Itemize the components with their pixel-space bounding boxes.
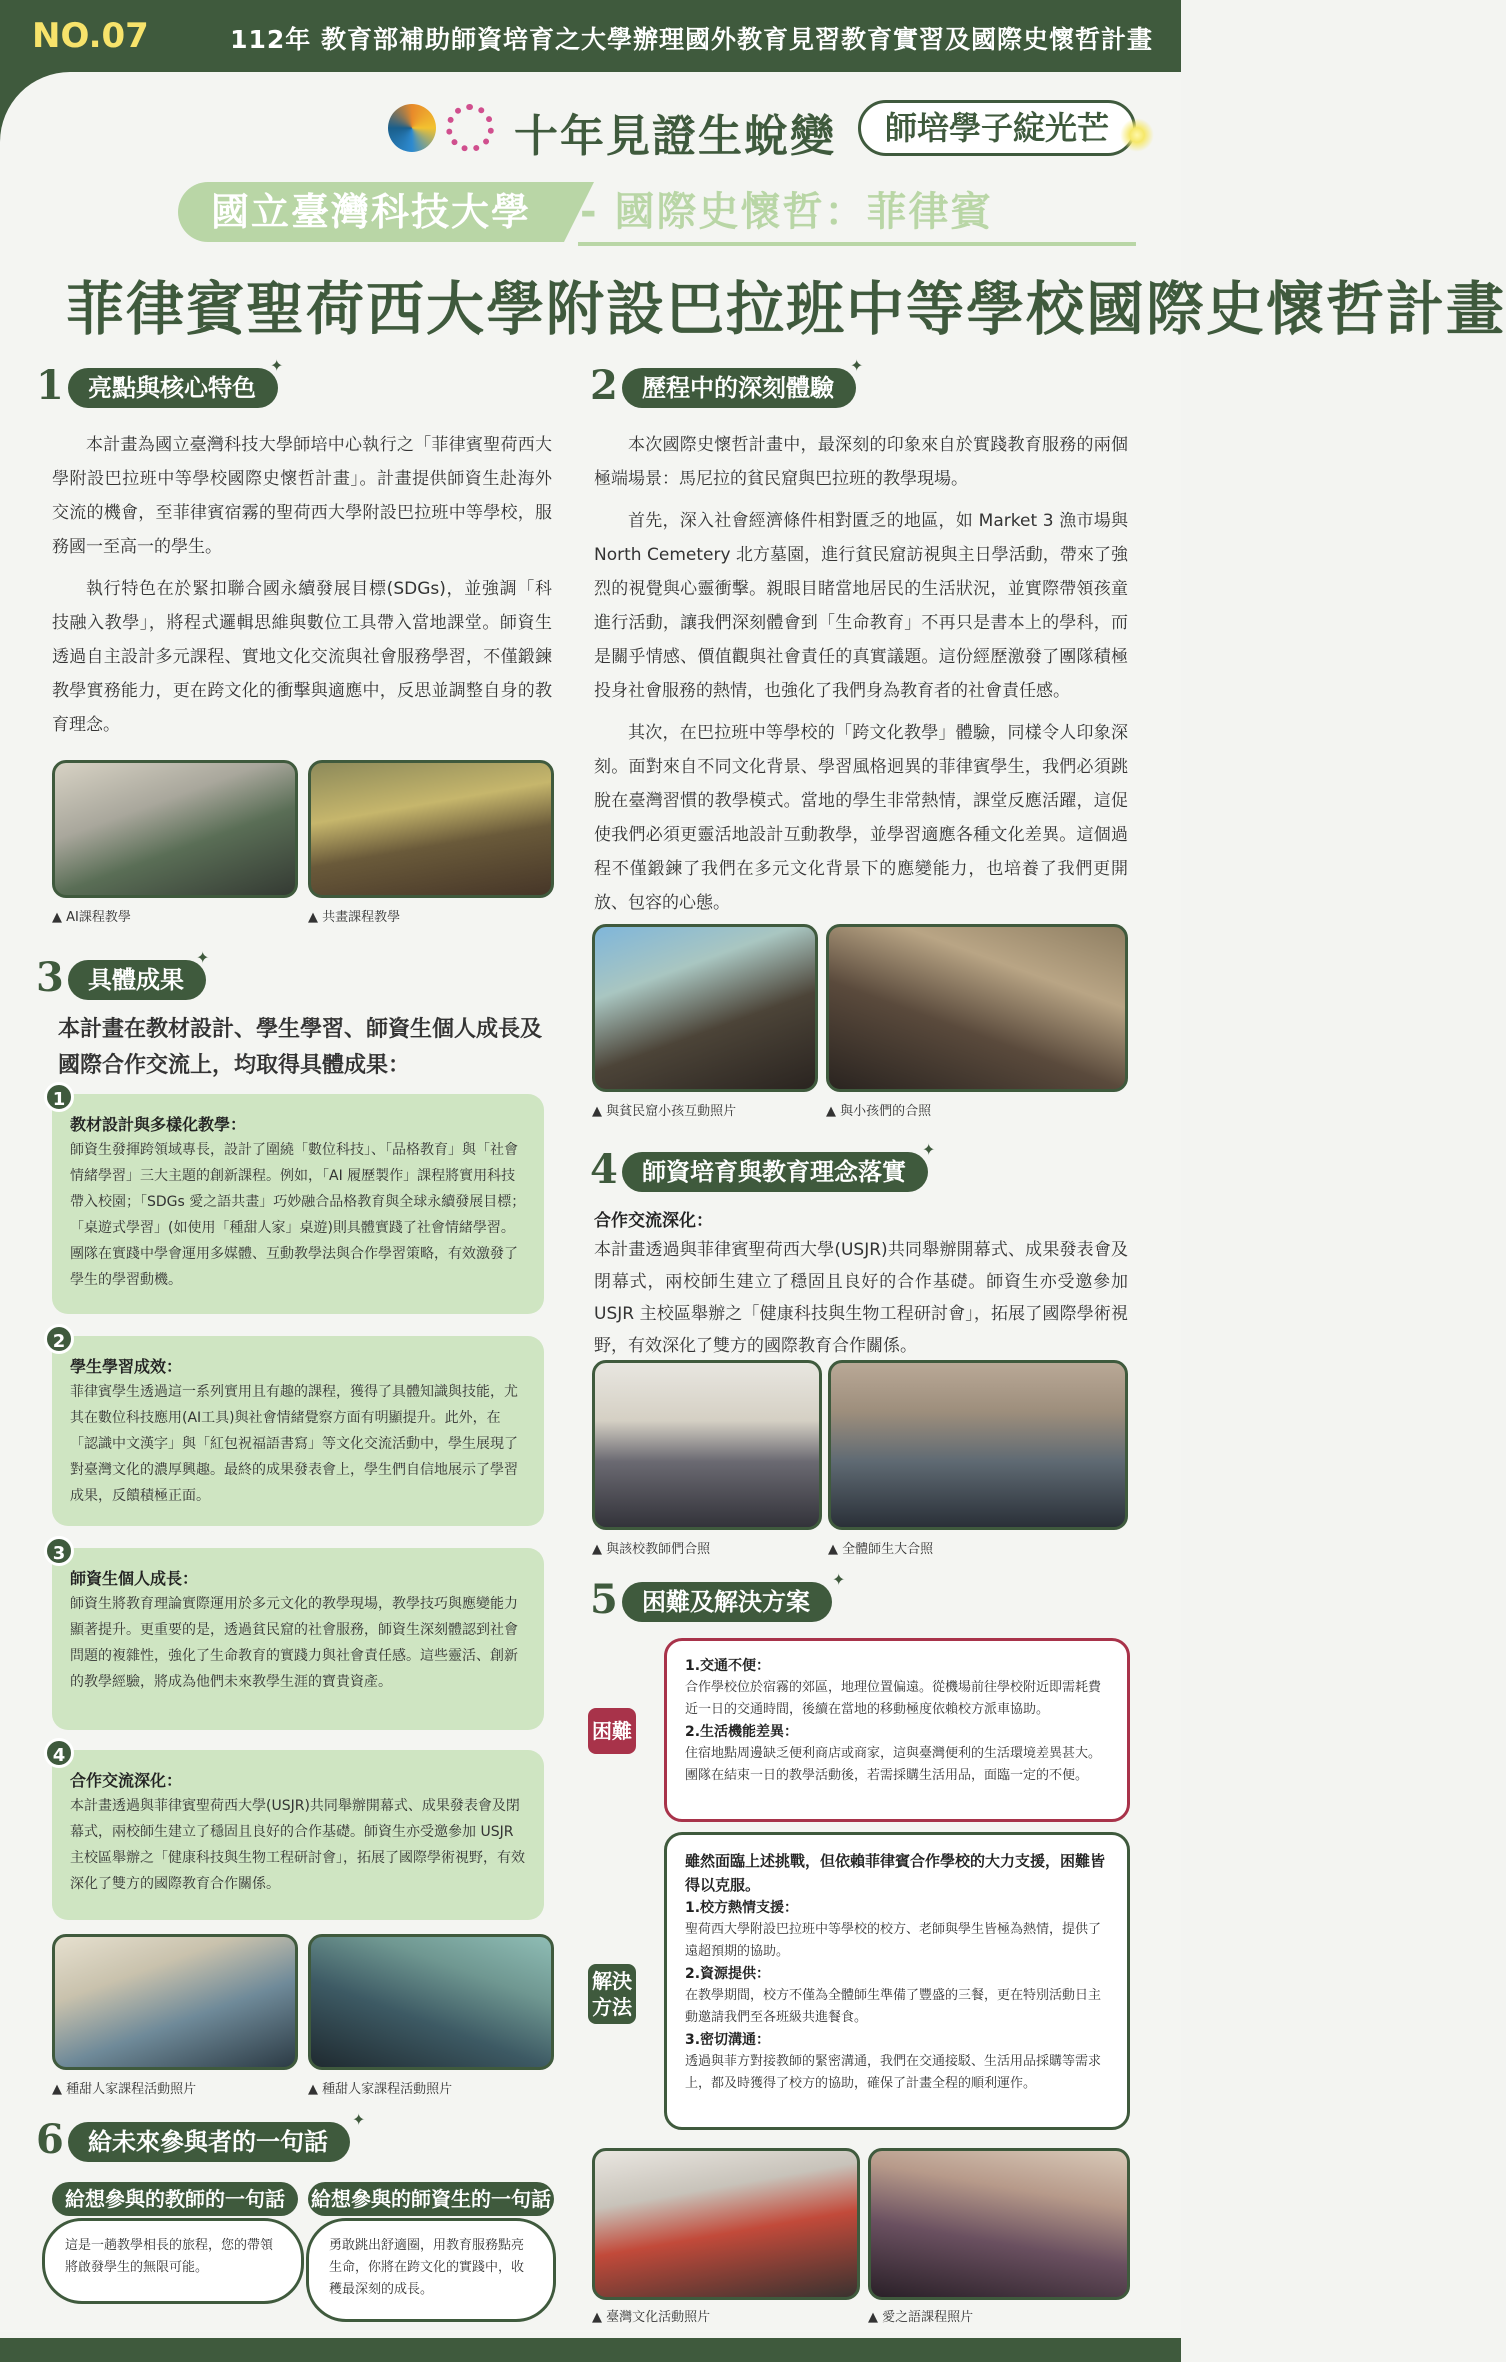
- photo-caption: ▲ 與小孩們的合照: [826, 1104, 932, 1119]
- solution-tag: 解決方法: [588, 1964, 636, 2024]
- student-message-heading: 給想參與的師資生的一句話: [308, 2182, 554, 2216]
- card-number: 2: [44, 1324, 74, 1354]
- section-label: 困難及解決方案: [622, 1582, 832, 1622]
- photo-caption: ▲ AI課程教學: [52, 910, 131, 925]
- section-4-subtitle: 合作交流深化：: [594, 1211, 713, 1231]
- photo-boardgame-1: [52, 1934, 298, 2070]
- program-subtitle: - 國際史懷哲：菲律賓: [580, 189, 993, 235]
- photo-culture-activity: [592, 2148, 860, 2300]
- subtitle-underline: [578, 242, 1136, 246]
- flower-logo-icon: [446, 104, 494, 152]
- section-number: 6: [36, 2116, 64, 2163]
- slogan: 十年見證生蛻變: [514, 111, 836, 162]
- card-number: 4: [44, 1738, 74, 1768]
- section-number: 5: [590, 1576, 618, 1623]
- sparkle-icon: ✦: [922, 1140, 936, 1159]
- difficulty-title: 1.交通不便：: [685, 1658, 771, 1674]
- card-title: 師資生個人成長：: [70, 1569, 199, 1588]
- result-card: [52, 1331, 544, 1526]
- section-number: 3: [36, 954, 64, 1001]
- issue-number: NO.07: [32, 16, 149, 56]
- result-card: [52, 1543, 544, 1730]
- card-number: 1: [44, 1082, 74, 1112]
- program-title: 112年 教育部補助師資培育之大學辦理國外教育見習教育實習及國際史懷哲計畫: [230, 25, 1153, 54]
- results-intro: 本計畫在教材設計、學生學習、師資生個人成長及國際合作交流上，均取得具體成果：: [58, 1017, 543, 1078]
- sparkle-icon: ✦: [196, 948, 210, 967]
- section-number: 4: [590, 1146, 618, 1193]
- section-1-text: [52, 428, 552, 742]
- section-label: 師資培育與教育理念落實: [622, 1152, 928, 1192]
- section-label: 歷程中的深刻體驗: [622, 368, 856, 408]
- photo-caption: ▲ 種甜人家課程活動照片: [308, 2082, 453, 2097]
- section-2-text: [594, 428, 1128, 920]
- photo-group-children: [826, 924, 1128, 1092]
- section-number: 1: [36, 362, 64, 409]
- card-body: 師資生發揮跨領域專長，設計了圍繞「數位科技」、「品格教育」與「社會情緒學習」三大主題的創新課程。例如，「AI 履歷製作」課程將實用科技帶入校園；「SDGs 愛之語共畫」巧妙融合品格教育與全球永續發展目標；「桌遊式學習」(如使用「種甜人家」桌遊)則具體實踐了社會情緒學習。團隊在實踐中學會運用多媒體、互動教學法與合作學習策略，有效激發了學生的學習動機。: [70, 1142, 526, 1288]
- difficulty-box: [664, 1638, 1130, 1822]
- photo-caption: ▲ 與貧民窟小孩互動照片: [592, 1104, 737, 1119]
- result-card: [52, 1089, 544, 1314]
- photo-caption: ▲ 共畫課程教學: [308, 910, 401, 925]
- paragraph: 其次，在巴拉班中等學校的「跨文化教學」體驗，同樣令人印象深刻。面對來自不同文化背景、學習風格迥異的菲律賓學生，我們必須跳脫在臺灣習慣的教學模式。當地的學生非常熱情，課堂反應活躍，這促使我們必須更靈活地設計互動教學，並學習適應各種文化差異。這個過程不僅鍛鍊了我們在多元文化背景下的應變能力，也培養了我們更開放、包容的心態。: [594, 723, 1128, 913]
- paragraph: 本次國際史懷哲計畫中，最深刻的印象來自於實踐教育服務的兩個極端場景：馬尼拉的貧民窟與巴拉班的教學現場。: [594, 435, 1128, 489]
- card-body: 師資生將教育理論實際運用於多元文化的教學現場，教學技巧與應變能力顯著提升。更重要的是，透過貧民窟的社會服務，師資生深刻體認到社會問題的複雜性，強化了生命教育的實踐力與社會責任感。這些靈活、創新的教學經驗，將成為他們未來教學生涯的寶貴資產。: [70, 1596, 518, 1690]
- solution-text: 在教學期間，校方不僅為全體師生準備了豐盛的三餐，更在特別活動日主動邀請我們至各班級共進餐食。: [685, 1988, 1102, 2025]
- solution-box: [664, 1832, 1130, 2130]
- photo-boardgame-2: [308, 1934, 554, 2070]
- solution-intro: 雖然面臨上述挑戰，但依賴菲律賓合作學校的大力支援，困難皆得以克服。: [685, 1852, 1106, 1894]
- result-card: [52, 1745, 544, 1920]
- photo-all-group: [828, 1360, 1128, 1530]
- photo-slum-children: [592, 924, 818, 1092]
- photo-drawing-class: [308, 760, 554, 898]
- solution-title: 2.資源提供：: [685, 1966, 771, 1982]
- solution-text: 透過與菲方對接教師的緊密溝通，我們在交通接駁、生活用品採購等需求上，都及時獲得了校方的協助，確保了計畫全程的順利運作。: [685, 2054, 1102, 2091]
- photo-caption: ▲ 愛之語課程照片: [868, 2310, 974, 2325]
- card-title: 學生學習成效：: [70, 1357, 183, 1376]
- difficulty-text: 合作學校位於宿霧的郊區，地理位置偏遠。從機場前往學校附近即需耗費近一日的交通時間，後續在當地的移動極度依賴校方派車協助。: [685, 1680, 1102, 1717]
- card-body: 本計畫透過與菲律賓聖荷西大學(USJR)共同舉辦開幕式、成果發表會及閉幕式，兩校師生建立了穩固且良好的合作基礎。師資生亦受邀參加 USJR 主校區舉辦之「健康科技與生物工程研討會」，拓展了國際學術視野，有效深化了雙方的國際教育合作關係。: [70, 1798, 525, 1892]
- school-logo-icon: [388, 104, 436, 152]
- photo-teachers: [592, 1360, 822, 1530]
- sparkle-icon: ✦: [270, 356, 284, 375]
- solution-text: 聖荷西大學附設巴拉班中等學校的校方、老師與學生皆極為熱情，提供了遠超預期的協助。: [685, 1922, 1102, 1959]
- teacher-message-heading: 給想參與的教師的一句話: [52, 2182, 298, 2216]
- sparkle-icon: ✦: [832, 1570, 846, 1589]
- student-message: 勇敢跳出舒適圈，用教育服務點亮生命，你將在跨文化的實踐中，收穫最深刻的成長。: [306, 2218, 556, 2322]
- teacher-message: 這是一趟教學相長的旅程，您的帶領將啟發學生的無限可能。: [42, 2218, 304, 2304]
- photo-caption: ▲ 與該校教師們合照: [592, 1542, 711, 1557]
- card-number: 3: [44, 1536, 74, 1566]
- solution-title: 3.密切溝通：: [685, 2032, 771, 2048]
- solution-title: 1.校方熱情支援：: [685, 1900, 799, 1916]
- section-label: 給未來參與者的一句話: [68, 2122, 350, 2162]
- section-label: 具體成果: [68, 960, 206, 1000]
- difficulty-text: 住宿地點周邊缺乏便利商店或商家，這與臺灣便利的生活環境差異甚大。團隊在結束一日的教學活動後，若需採購生活用品，面臨一定的不便。: [685, 1746, 1102, 1783]
- main-title: 菲律賓聖荷西大學附設巴拉班中等學校國際史懷哲計畫: [66, 275, 1506, 343]
- sparkle-icon: ✦: [352, 2110, 366, 2129]
- sparkle-icon: [1120, 118, 1154, 152]
- photo-caption: ▲ 種甜人家課程活動照片: [52, 2082, 197, 2097]
- sparkle-icon: ✦: [850, 356, 864, 375]
- photo-love-language: [868, 2148, 1130, 2300]
- paragraph: 執行特色在於緊扣聯合國永續發展目標(SDGs)，並強調「科技融入教學」，將程式邏輯思維與數位工具帶入當地課堂。師資生透過自主設計多元課程、實地文化交流與社會服務學習，不僅鍛鍊教學實務能力，更在跨文化的衝擊與適應中，反思並調整自身的教育理念。: [52, 579, 552, 735]
- university-name: 國立臺灣科技大學: [178, 182, 564, 242]
- difficulty-title: 2.生活機能差異：: [685, 1724, 799, 1740]
- section-label: 亮點與核心特色: [68, 368, 278, 408]
- section-4-text: 本計畫透過與菲律賓聖荷西大學(USJR)共同舉辦開幕式、成果發表會及閉幕式，兩校師生建立了穩固且良好的合作基礎。師資生亦受邀參加 USJR 主校區舉辦之「健康科技與生物工程研討會」，拓展了國際學術視野，有效深化了雙方的國際教育合作關係。: [594, 1240, 1128, 1356]
- card-title: 教材設計與多樣化教學：: [70, 1115, 247, 1134]
- paragraph: 首先，深入社會經濟條件相對匱乏的地區，如 Market 3 漁市場與 North Cemetery 北方墓園，進行貧民窟訪視與主日學活動，帶來了強烈的視覺與心靈衝擊。親眼目睹當地居民的生活狀況，並實際帶領孩童進行活動，讓我們深刻體會到「生命教育」不再只是書本上的學科，而是關乎情感、價值觀與社會責任的真實議題。這份經歷激發了團隊積極投身社會服務的熱情，也強化了我們身為教育者的社會責任感。: [594, 511, 1128, 701]
- paragraph: 本計畫為國立臺灣科技大學師培中心執行之「菲律賓聖荷西大學附設巴拉班中等學校國際史懷哲計畫」。計畫提供師資生赴海外交流的機會，至菲律賓宿霧的聖荷西大學附設巴拉班中等學校，服務國一至高一的學生。: [52, 435, 552, 557]
- slogan-badge: 師培學子綻光芒: [858, 100, 1136, 156]
- photo-caption: ▲ 全體師生大合照: [828, 1542, 934, 1557]
- section-number: 2: [590, 362, 618, 409]
- card-body: 菲律賓學生透過這一系列實用且有趣的課程，獲得了具體知識與技能，尤其在數位科技應用(AI工具)與社會情緒覺察方面有明顯提升。此外，在「認識中文漢字」與「紅包祝福語書寫」等文化交流活動中，學生展現了對臺灣文化的濃厚興趣。最終的成果發表會上，學生們自信地展示了學習成果，反饋積極正面。: [70, 1384, 518, 1504]
- card-title: 合作交流深化：: [70, 1771, 183, 1790]
- photo-caption: ▲ 臺灣文化活動照片: [592, 2310, 711, 2325]
- difficulty-tag: 困難: [588, 1708, 636, 1754]
- photo-ai-class: [52, 760, 298, 898]
